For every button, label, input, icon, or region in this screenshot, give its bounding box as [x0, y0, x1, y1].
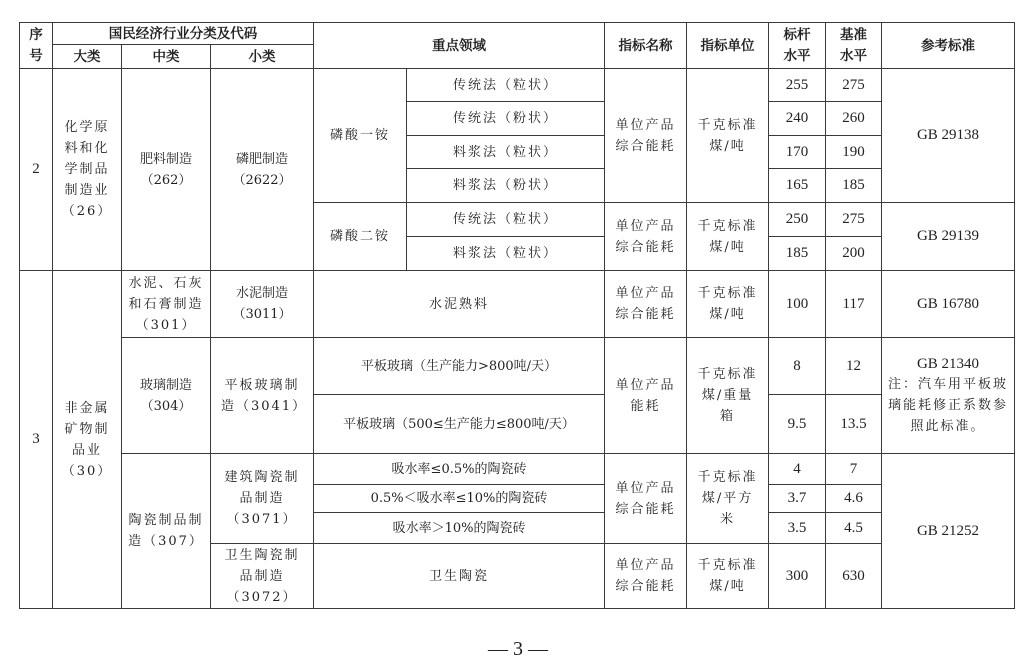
process-cell: 料浆法（粒状）: [407, 237, 605, 271]
energy-benchmark-table: [19, 22, 1015, 609]
benchmark-value: 185: [769, 237, 826, 271]
key-area: 平板玻璃（500≤生产能力≤800吨/天）: [314, 395, 605, 454]
process-cell: 传统法（粒状）: [407, 203, 605, 237]
baseline-value: 190: [826, 136, 882, 169]
key-area: 水泥熟料: [314, 271, 605, 338]
indicator-name: 单位产品综合能耗: [605, 203, 687, 271]
benchmark-value: 240: [769, 102, 826, 136]
benchmark-value: 300: [769, 544, 826, 609]
medium-category: [122, 338, 211, 454]
benchmark-value: 170: [769, 136, 826, 169]
header-major: 大类: [53, 45, 122, 69]
benchmark-value: 3.5: [769, 513, 826, 544]
medium-category: [122, 69, 211, 271]
medium-category-text: 陶瓷制品制造（307）: [128, 513, 204, 549]
key-area: 吸水率＞10%的陶瓷砖: [314, 513, 605, 544]
baseline-value: 200: [826, 237, 882, 271]
reference-standard: [882, 338, 1015, 454]
benchmark-value: 4: [769, 454, 826, 485]
baseline-value: 275: [826, 69, 882, 102]
indicator-unit: 千克标准煤/吨: [687, 203, 769, 271]
baseline-value: 7: [826, 454, 882, 485]
medium-category-text: 肥料制造（262）: [139, 151, 192, 188]
header-classification: 国民经济行业分类及代码: [53, 23, 314, 45]
key-area: 磷酸一铵: [314, 69, 407, 203]
header-minor: 小类: [211, 45, 314, 69]
benchmark-value: 8: [769, 338, 826, 395]
indicator-name: 单位产品综合能耗: [605, 271, 687, 338]
baseline-value: 4.5: [826, 513, 882, 544]
minor-category-text: 水泥制造（3011）: [232, 286, 292, 322]
minor-category-text: 磷肥制造（2622）: [232, 151, 292, 188]
header-medium: 中类: [122, 45, 211, 69]
baseline-value: 13.5: [826, 395, 882, 454]
reference-standard: GB 16780: [882, 271, 1015, 338]
header-indicator-name: 指标名称: [605, 23, 687, 69]
key-area: 磷酸二铵: [314, 203, 407, 271]
baseline-value: 185: [826, 169, 882, 203]
reference-note: 注：汽车用平板玻璃能耗修正系数参照此标准。: [888, 377, 1009, 434]
header-benchmark: 标杆水平: [769, 23, 826, 69]
benchmark-value: 255: [769, 69, 826, 102]
medium-category: [122, 454, 211, 609]
seq-cell: 2: [20, 69, 53, 271]
medium-category-text: 玻璃制造（304）: [139, 377, 192, 414]
baseline-value: 12: [826, 338, 882, 395]
baseline-value: 4.6: [826, 485, 882, 513]
medium-category: [122, 271, 211, 338]
minor-category: [211, 69, 314, 271]
reference-standard: GB 29138: [882, 69, 1015, 203]
process-cell: 传统法（粉状）: [407, 102, 605, 136]
seq-cell: 3: [20, 271, 53, 609]
header-reference: 参考标准: [882, 23, 1015, 69]
benchmark-value: 165: [769, 169, 826, 203]
process-cell: 料浆法（粒状）: [407, 136, 605, 169]
process-cell: 传统法（粒状）: [407, 69, 605, 102]
process-cell: 料浆法（粉状）: [407, 169, 605, 203]
header-baseline: 基准水平: [826, 23, 882, 69]
header-indicator-unit: 指标单位: [687, 23, 769, 69]
medium-category-text: 水泥、石灰和石膏制造（301）: [128, 275, 204, 333]
indicator-name: 单位产品综合能耗: [605, 69, 687, 203]
indicator-unit: 千克标准煤/吨: [687, 271, 769, 338]
minor-category-text: 建筑陶瓷制品制造（3071）: [224, 470, 300, 527]
major-category-text: 化学原料和化学制品制造业（26）: [61, 120, 113, 219]
benchmark-value: 100: [769, 271, 826, 338]
baseline-value: 630: [826, 544, 882, 609]
baseline-value: 260: [826, 102, 882, 136]
minor-category: [211, 338, 314, 454]
major-category: [53, 271, 122, 609]
major-category: [53, 69, 122, 271]
key-area: 平板玻璃（生产能力>800吨/天）: [314, 338, 605, 395]
indicator-unit: 千克标准煤/吨: [687, 544, 769, 609]
reference-code: GB 21340: [916, 356, 980, 372]
minor-category: [211, 544, 314, 609]
key-area: 吸水率≤0.5%的陶瓷砖: [314, 454, 605, 485]
benchmark-value: 9.5: [769, 395, 826, 454]
minor-category-text: 卫生陶瓷制品制造（3072）: [224, 547, 300, 605]
indicator-unit: 千克标准煤/吨: [687, 69, 769, 203]
indicator-unit: 千克标准煤/重量箱: [687, 338, 769, 454]
reference-standard: GB 29139: [882, 203, 1015, 271]
header-seq: 序号: [20, 23, 53, 69]
major-category-text: 非金属矿物制品业（30）: [61, 400, 113, 479]
baseline-value: 275: [826, 203, 882, 237]
indicator-name: 单位产品综合能耗: [605, 454, 687, 544]
header-key-area: 重点领域: [314, 23, 605, 69]
indicator-unit: 千克标准煤/平方米: [687, 454, 769, 544]
baseline-value: 117: [826, 271, 882, 338]
benchmark-value: 250: [769, 203, 826, 237]
reference-standard: GB 21252: [882, 454, 1015, 609]
key-area: 0.5%＜吸水率≤10%的陶瓷砖: [314, 485, 605, 513]
minor-category: [211, 271, 314, 338]
benchmark-value: 3.7: [769, 485, 826, 513]
minor-category-text: 平板玻璃制造（3041）: [221, 377, 308, 414]
key-area: 卫生陶瓷: [314, 544, 605, 609]
minor-category: [211, 454, 314, 544]
page-number: — 3 —: [488, 638, 548, 660]
indicator-name: 单位产品综合能耗: [605, 544, 687, 609]
indicator-name: 单位产品能耗: [605, 338, 687, 454]
